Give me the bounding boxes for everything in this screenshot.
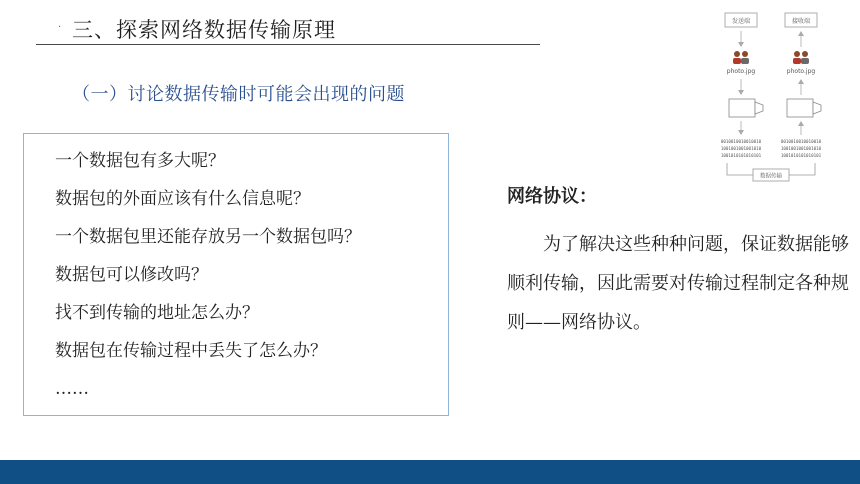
title-bullet: ·: [58, 22, 62, 33]
packet-icon: [729, 99, 763, 117]
left-file-name: photo.jpg: [726, 68, 756, 75]
sender-label: 发送端: [731, 18, 751, 25]
arrow-up-head: [798, 79, 804, 84]
transfer-connector: [789, 163, 815, 175]
arrow-up-head: [798, 31, 804, 36]
data-transfer-diagram: [717, 9, 833, 185]
section-subtitle: （一）讨论数据传输时可能会出现的问题: [72, 84, 405, 105]
arrow-down-head: [738, 90, 744, 95]
title-divider: [36, 44, 540, 45]
question-item: 一个数据包里还能存放另一个数据包吗？: [55, 227, 361, 247]
arrow-up-head: [798, 121, 804, 126]
bit-string: 0010010010010010: [780, 139, 822, 144]
question-item: 数据包的外面应该有什么信息呢？: [55, 189, 310, 209]
questions-list: [55, 148, 361, 414]
people-icon: [733, 51, 749, 64]
bit-string: 0010010010010010: [720, 139, 762, 144]
right-file-name: photo.jpg: [786, 68, 816, 75]
arrow-down-head: [738, 42, 744, 47]
footer-bar: [0, 460, 860, 484]
bit-string: 1001001001001010: [720, 146, 762, 151]
bit-string: 1001010101010101: [720, 153, 762, 158]
transfer-label: 数据传输: [759, 173, 783, 180]
protocol-description: 为了解决这些种种问题，保证数据能够顺利传输，因此需要对传输过程制定各种规则——网络协议。: [507, 234, 849, 333]
bit-string: 1001010101010101: [780, 153, 822, 158]
question-item: 一个数据包有多大呢？: [55, 151, 225, 171]
question-item: 数据包在传输过程中丢失了怎么办？: [55, 341, 327, 361]
page-title: 三、探索网络数据传输原理: [72, 18, 336, 42]
arrow-down-head: [738, 130, 744, 135]
protocol-title: 网络协议：: [507, 186, 597, 207]
receiver-label: 接收端: [791, 18, 811, 25]
question-item: 找不到传输的地址怎么办？: [55, 303, 259, 323]
transfer-connector: [727, 163, 753, 175]
question-item: 数据包可以修改吗？: [55, 265, 208, 285]
packet-icon: [787, 99, 821, 117]
question-ellipsis: ……: [55, 379, 89, 399]
bit-string: 1001001001001010: [780, 146, 822, 151]
people-icon: [793, 51, 809, 64]
